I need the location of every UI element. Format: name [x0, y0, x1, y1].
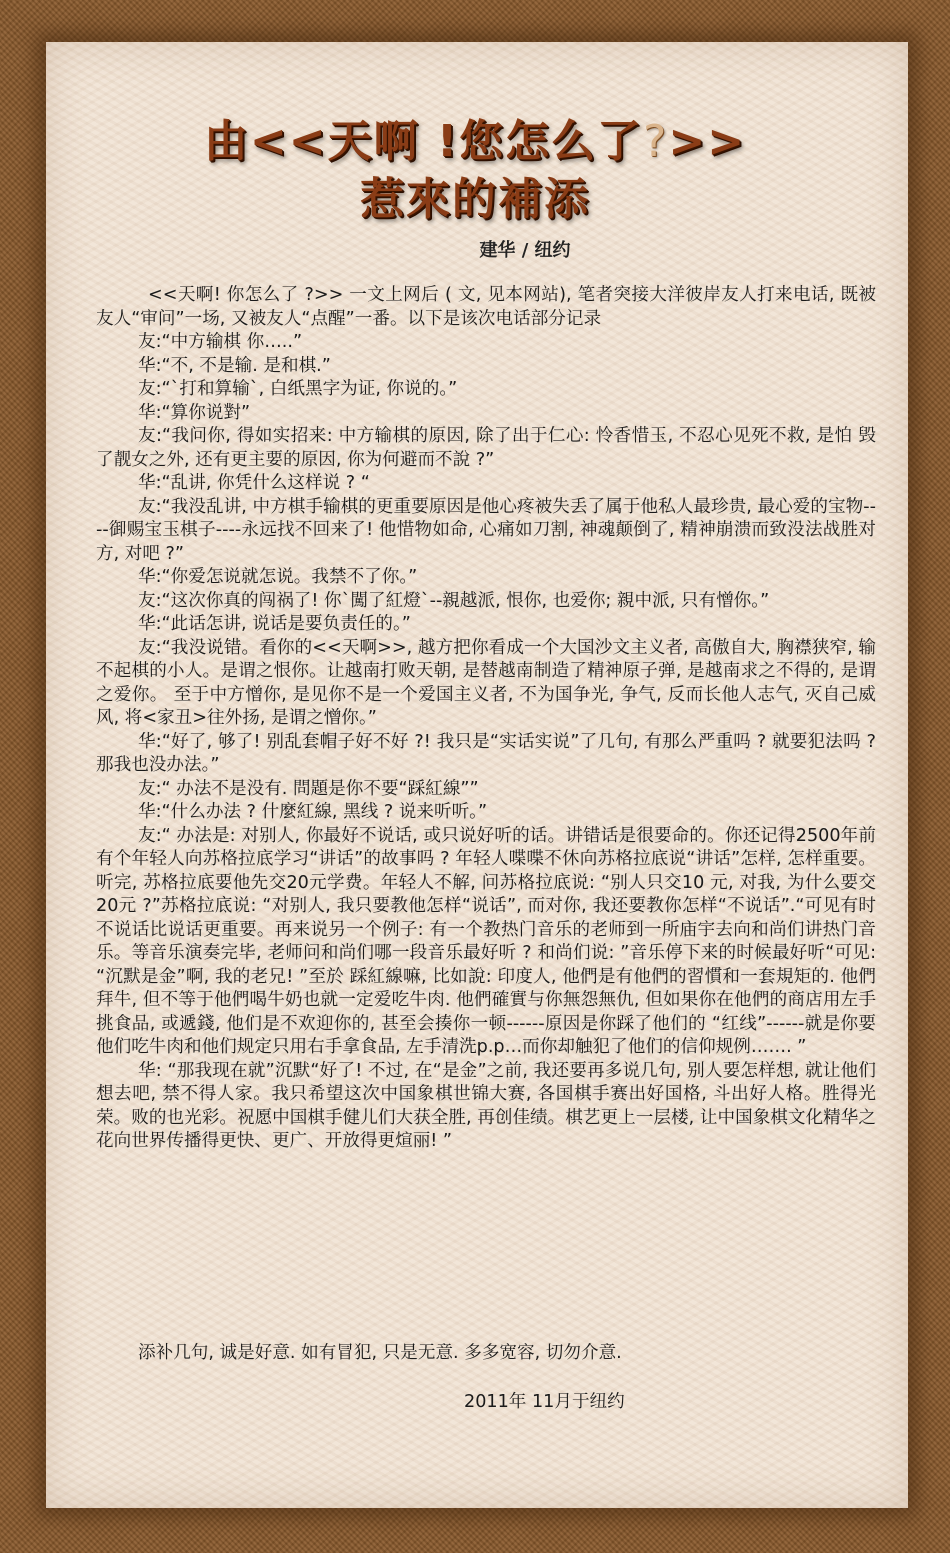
paragraph: 华:“你爱怎说就怎说。我禁不了你。” — [138, 567, 418, 587]
paragraph: <<天啊! 你怎么了 ?>> 一文上网后 ( 文, 见本网站), 笔者突接大洋彼岸友人打来电话, 既被友人“审问”一场, 又被友人“点醒”一番。以下是该次电话部分记录 — [96, 285, 876, 329]
title-line-2: 惹來的補添 — [360, 174, 590, 225]
paragraph: 友:“ 办法不是没有. 問題是你不要“踩紅線”” — [138, 778, 479, 799]
title-line-1-end: >> — [668, 116, 747, 167]
paragraph: 友:“我没乱讲, 中方棋手输棋的更重要原因是他心疼被失丢了属于他私人最珍贵, 最心爱的宝物----御赐宝玉棋子----永远找不回来了! 他惜物如命, 心痛如刀割, 神魂颠倒了, 精神崩溃而致没法战胜对方, 对吧 ?” — [96, 496, 876, 564]
paragraph: 华:“好了, 够了! 别乱套帽子好不好 ?! 我只是“实话实说”了几句, 有那么严重吗 ? 就要犯法吗 ? 那我也没办法。” — [96, 731, 876, 775]
paragraph: 友:“这次你真的闯祸了! 你`闖了紅燈`--親越派, 恨你, 也爱你; 親中派, 只有憎你。” — [138, 590, 770, 611]
paragraph: 友:“ 办法是: 对别人, 你最好不说话, 或只说好听的话。讲错话是很要命的。你还记得2500年前有个年轻人向苏格拉底学习“讲话”的故事吗 ? 年轻人喋喋不休向苏格拉底说“讲话”怎样, 怎样重要。听完, 苏格拉底要他先交20元学费。年轻人不解, 问苏格拉底说: “别人只交10 元, 对我, 为什么要交20元 ?”苏格拉底说: “对别人, 我只要教他怎样“说话”, 而对你, 我还要教你怎样“不说话”.“可见有时不说话比说话更重要。再来说另一个例子: 有一个教热门音乐的老师到一所庙宇去向和尚们讲热门音乐。等音乐演奏完毕, 老师问和尚们哪一段音乐最好听 ? 和尚们说: ”音乐停下来的时候最好听“可见: “沉默是金”啊, 我的老兄! ”至於 踩紅線嘛, 比如說: 印度人, 他們是有他們的習慣和一套規矩的. 他們拜牛, 但不等于他們喝牛奶也就一定爱吃牛肉. 他們確實与你無怨無仇, 但如果你在他們的商店用左手挑食品, 或遞錢, 他们是不欢迎你的, 甚至会揍你一顿------原因是你踩了他们的 “红线”------就是你要他们吃牛肉和他们规定只用右手拿食品, 左手清洗p.p…而你却触犯了他们的信仰规例……. ” — [96, 825, 876, 1057]
paragraph: 友:“我没说错。看你的<<天啊>>, 越方把你看成一个大国沙文主义者, 高傲自大, 胸襟狭窄, 输不起棋的小人。是谓之恨你。让越南打败天朝, 是替越南制造了精神原子弹, 是越南求之不得的, 是谓之爱你。 至于中方憎你, 是见你不是一个爱国主义者, 不为国争光, 争气, 反而长他人志气, 灭自己威风, 将<家丑>往外扬, 是谓之憎你。” — [96, 637, 876, 728]
paragraph: 友:“中方输棋 你…..” — [138, 332, 303, 352]
paragraph: 华:“算你说對” — [138, 402, 251, 423]
byline: 建华 / 纽约 — [479, 240, 571, 261]
paragraph: 华:“不, 不是输. 是和棋.” — [138, 355, 331, 376]
paragraph: 友:“我问你, 得如实招来: 中方输棋的原因, 除了出于仁心: 怜香惜玉, 不忍心见死不救, 是怕 毁了靓女之外, 还有更主要的原因, 你为何避而不說 ?” — [96, 426, 876, 470]
paragraph: 友:“`打和算输`, 白纸黑字为证, 你说的。” — [138, 379, 458, 399]
title-line-1-main: 由<<天啊 !您怎么了 — [203, 116, 644, 167]
title-question-mark: ? — [643, 116, 669, 167]
paragraph: 华:“乱讲, 你凭什么这样说 ? “ — [138, 473, 370, 493]
paragraph: 华:“什么办法 ? 什麼紅線, 黑线 ? 说来听听。” — [138, 802, 488, 822]
paragraph: 华: “那我现在就”沉默“好了! 不过, 在“是金”之前, 我还要再多说几句, 别人要怎样想, 就让他们想去吧, 禁不得人家。我只希望这次中国象棋世锦大赛, 各国棋手赛出好国格, 斗出好人格。胜得光荣。败的也光彩。祝愿中国棋手健儿们大获全胜, 再创佳绩。棋艺更上一层楼, 让中国象棋文化精华之花向世界传播得更快、更广、开放得更煊丽! ” — [96, 1060, 876, 1151]
article-body — [96, 284, 876, 1154]
paragraph: 华:“此话怎讲, 说话是要负责任的。” — [138, 614, 411, 634]
title-line-1 — [0, 105, 950, 169]
closing-note: 添补几句, 诚是好意. 如有冒犯, 只是无意. 多多宽容, 切勿介意. — [138, 1343, 622, 1363]
date-line: 2011年 11月于纽约 — [464, 1392, 625, 1412]
